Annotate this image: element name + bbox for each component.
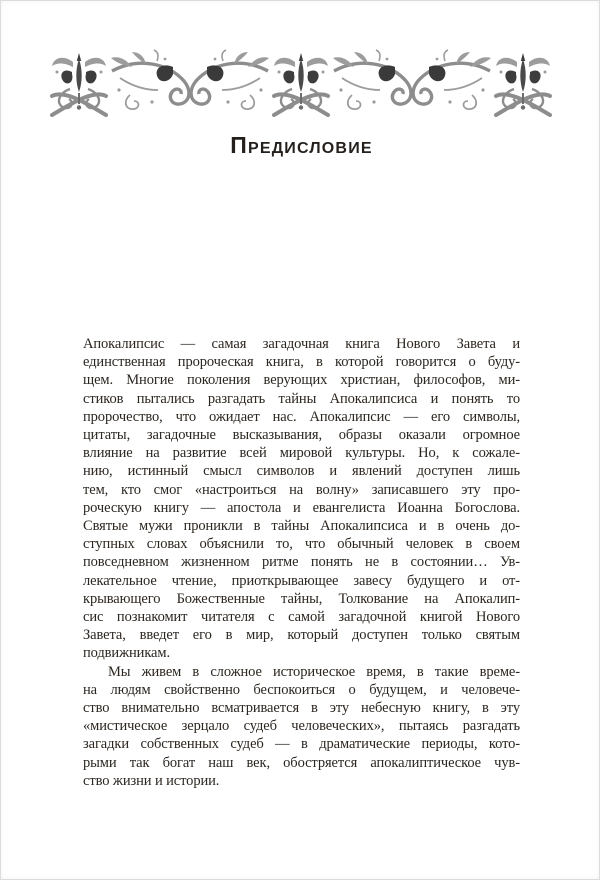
- text-line: на людям свойственно беспокоиться о будущем, и человече-: [83, 681, 520, 698]
- text-line: подвижникам.: [83, 645, 170, 662]
- page-title: Предисловие: [230, 132, 373, 158]
- floral-ornament-icon: [46, 49, 556, 117]
- text-line: лекательное чтение, приоткрывающее завесу будущего и от-: [83, 572, 520, 589]
- text-line: единственная пророческая книга, в которой говорится о буду-: [83, 354, 520, 371]
- text-line: «мистическое зерцало судеб человеческих», пытаясь разгадать: [83, 718, 520, 735]
- text-line: Апокалипсис — самая загадочная книга Нового Завета и: [83, 336, 520, 352]
- preface-text: [83, 335, 520, 790]
- text-line: ство жизни и истории.: [83, 772, 220, 789]
- paragraph: [83, 663, 520, 790]
- text-line: ступных словах объяснили то, что обычный человек в своем: [83, 536, 520, 553]
- text-line: роческую книгу — апостола и евангелиста Иоанна Богослова.: [83, 499, 520, 516]
- text-line: Святые мужи проникли в тайны Апокалипсиса и в очень до-: [83, 518, 520, 535]
- text-line: Завета, введет его в мир, который доступен только святым: [83, 627, 520, 644]
- text-line: щем. Многие поколения верующих христиан, философов, ми-: [83, 372, 520, 389]
- text-line: ство внимательно всматривается в эту небесную книгу, в эту: [83, 700, 520, 717]
- text-line: цитаты, загадочные высказывания, образы оказали огромное: [83, 427, 520, 444]
- text-line: влияние на развитие всей мировой культуры. Но, к сожале-: [83, 445, 520, 462]
- text-line: крывающего Божественные тайны, Толкование на Апокалип-: [83, 590, 520, 607]
- text-line: пророчество, что ожидает нас. Апокалипсис — его символы,: [83, 408, 520, 425]
- text-line: сис познакомит читателя с самой загадочной книгой Нового: [83, 609, 520, 626]
- text-line: загадки собственных судеб — в драматические периоды, кото-: [83, 736, 520, 753]
- text-line: Мы живем в сложное историческое время, в такие време-: [108, 663, 520, 680]
- paragraph: [83, 335, 520, 663]
- text-line: стиков пытались разгадать тайны Апокалипсиса и понять то: [83, 390, 520, 407]
- text-line: нию, истинный смысл символов и явлений доступен лишь: [83, 463, 520, 480]
- text-line: рыми так богат наш век, обостряется апокалиптическое чув-: [83, 754, 520, 771]
- text-line: тем, кто смог «настроиться на волну» записавшего эту про-: [83, 481, 520, 498]
- text-line: повседневном жизненном ритме понять не в состоянии… Ув-: [83, 554, 520, 571]
